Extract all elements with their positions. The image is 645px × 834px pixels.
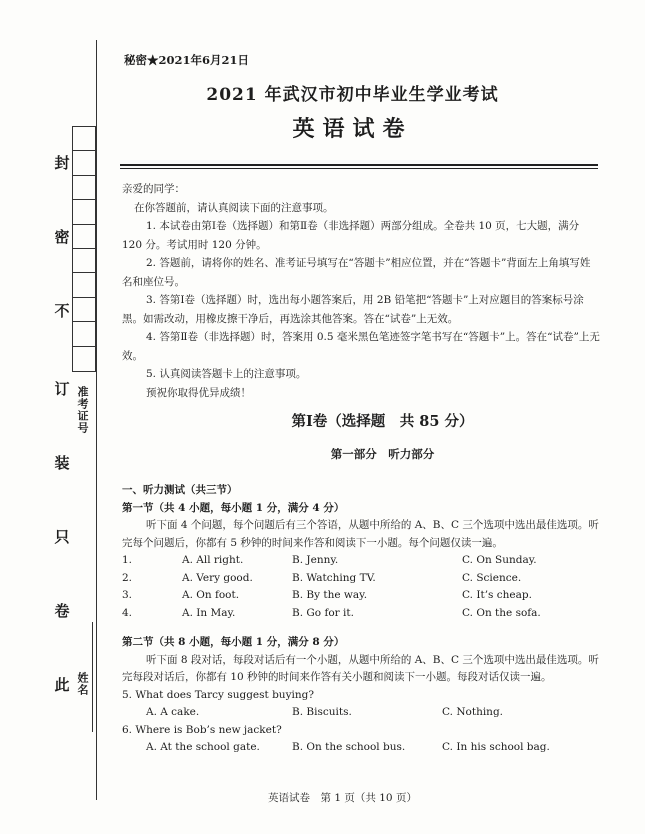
option-b: B. By the way. bbox=[292, 589, 368, 601]
note-item: 3. 答第Ⅰ卷（选择题）时，选出每小题答案后，用 2B 铅笔把“答题卡”上对应题目的答案标号涂黑。如需改动，用橡皮擦干净后，再选涂其他答案。答在“试卷”上无效。 bbox=[122, 294, 584, 325]
question-stem: 5. What does Tarcy suggest buying? bbox=[122, 688, 314, 701]
name-label: 姓名 bbox=[76, 672, 89, 696]
seal-char: 密 bbox=[54, 228, 70, 246]
instructions-block bbox=[122, 180, 600, 402]
seal-char: 封 bbox=[54, 154, 70, 172]
question-row bbox=[122, 739, 600, 757]
note-item: 1. 本试卷由第Ⅰ卷（选择题）和第Ⅱ卷（非选择题）两部分组成。全卷共 10 页，七大题，满分 120 分。考试用时 120 分钟。 bbox=[122, 220, 580, 251]
exam-id-box[interactable] bbox=[72, 126, 96, 372]
note-item: 4. 答第Ⅱ卷（非选择题）时，答案用 0.5 毫米黑色笔迹签字笔书写在“答题卡”上。答在“试卷”上无效。 bbox=[122, 331, 600, 362]
question-number: 4. bbox=[122, 606, 133, 619]
option-c: C. Science. bbox=[462, 571, 522, 584]
seal-char: 不 bbox=[54, 302, 70, 320]
seal-char: 订 bbox=[54, 380, 70, 398]
exam-title: 2021 年武汉市初中毕业生学业考试 bbox=[206, 85, 499, 105]
option-b: B. Jenny. bbox=[292, 554, 339, 566]
option-a: A. Very good. bbox=[182, 571, 253, 584]
question-row bbox=[122, 605, 600, 623]
section1-title: 第一节（共 4 小题，每小题 1 分，满分 4 分） bbox=[122, 501, 345, 514]
question-row bbox=[122, 552, 600, 570]
seal-char: 此 bbox=[54, 676, 70, 694]
note-item: 2. 答题前，请将你的姓名、准考证号填写在“答题卡”相应位置，并在“答题卡”背面左上角填写姓名和座位号。 bbox=[122, 257, 591, 288]
seal-char: 卷 bbox=[54, 602, 70, 620]
subject-title: 英语试卷 bbox=[292, 116, 413, 142]
secret-date: 秘密★2021年6月21日 bbox=[124, 53, 250, 67]
greeting: 亲爱的同学： bbox=[122, 183, 185, 195]
seal-char: 只 bbox=[54, 528, 70, 546]
header-rule-thin bbox=[120, 168, 598, 169]
question-stem: 6. Where is Bob’s new jacket? bbox=[122, 723, 282, 736]
question-row bbox=[122, 587, 600, 605]
option-c: C. It’s cheap. bbox=[462, 589, 532, 601]
section2-instructions: 听下面 8 段对话，每段对话后有一个小题，从题中所给的 A、B、C 三个选项中选出最佳选项。听完每段对话后，你都有 10 秒钟的时间来作答有关小题和阅读下一小题。每段对话仅读一遍。 bbox=[122, 653, 599, 683]
seal-char: 装 bbox=[54, 454, 70, 472]
question-row bbox=[122, 704, 600, 722]
question-row bbox=[122, 570, 600, 588]
option-a: A. In May. bbox=[182, 606, 236, 619]
part1-title: 第Ⅰ卷（选择题 共 85 分） bbox=[291, 413, 474, 430]
notes-intro: 在你答题前，请认真阅读下面的注意事项。 bbox=[134, 201, 334, 214]
option-c: C. Nothing. bbox=[442, 706, 504, 718]
section1-instructions: 听下面 4 个问题，每个问题后有三个答语，从题中所给的 A、B、C 三个选项中选出最佳选项。听完每个问题后，你都有 5 秒钟的时间来作答和阅读下一小题。每个问题仅读一遍。 bbox=[122, 519, 599, 549]
page-footer: 英语试卷 第 1 页（共 10 页） bbox=[268, 792, 417, 804]
exam-id-label: 准考证号 bbox=[76, 386, 89, 434]
option-b: B. Biscuits. bbox=[292, 706, 352, 718]
option-a: A. All right. bbox=[182, 554, 244, 566]
question-number: 1. bbox=[122, 554, 133, 566]
option-a: A. A cake. bbox=[146, 706, 200, 718]
option-c: C. On the sofa. bbox=[462, 606, 541, 619]
closing-wish: 预祝你取得优异成绩！ bbox=[146, 386, 251, 399]
option-b: B. Go for it. bbox=[292, 606, 354, 619]
part2-title: 第一部分 听力部分 bbox=[330, 447, 435, 461]
name-field-line[interactable] bbox=[92, 622, 93, 732]
option-a: A. At the school gate. bbox=[146, 741, 260, 753]
option-c: C. In his school bag. bbox=[442, 741, 550, 753]
listening-section bbox=[122, 482, 600, 757]
note-item: 5. 认真阅读答题卡上的注意事项。 bbox=[146, 368, 307, 380]
question-number: 3. bbox=[122, 589, 133, 601]
section2-title: 第二节（共 8 小题，每小题 1 分，满分 8 分） bbox=[122, 636, 345, 648]
option-a: A. On foot. bbox=[182, 589, 240, 601]
option-b: B. On the school bus. bbox=[292, 741, 406, 753]
option-b: B. Watching TV. bbox=[292, 571, 376, 584]
question-number: 2. bbox=[122, 571, 133, 584]
option-c: C. On Sunday. bbox=[462, 554, 537, 566]
header-rule bbox=[120, 164, 598, 166]
listening-heading: 一、听力测试（共三节） bbox=[122, 484, 238, 496]
